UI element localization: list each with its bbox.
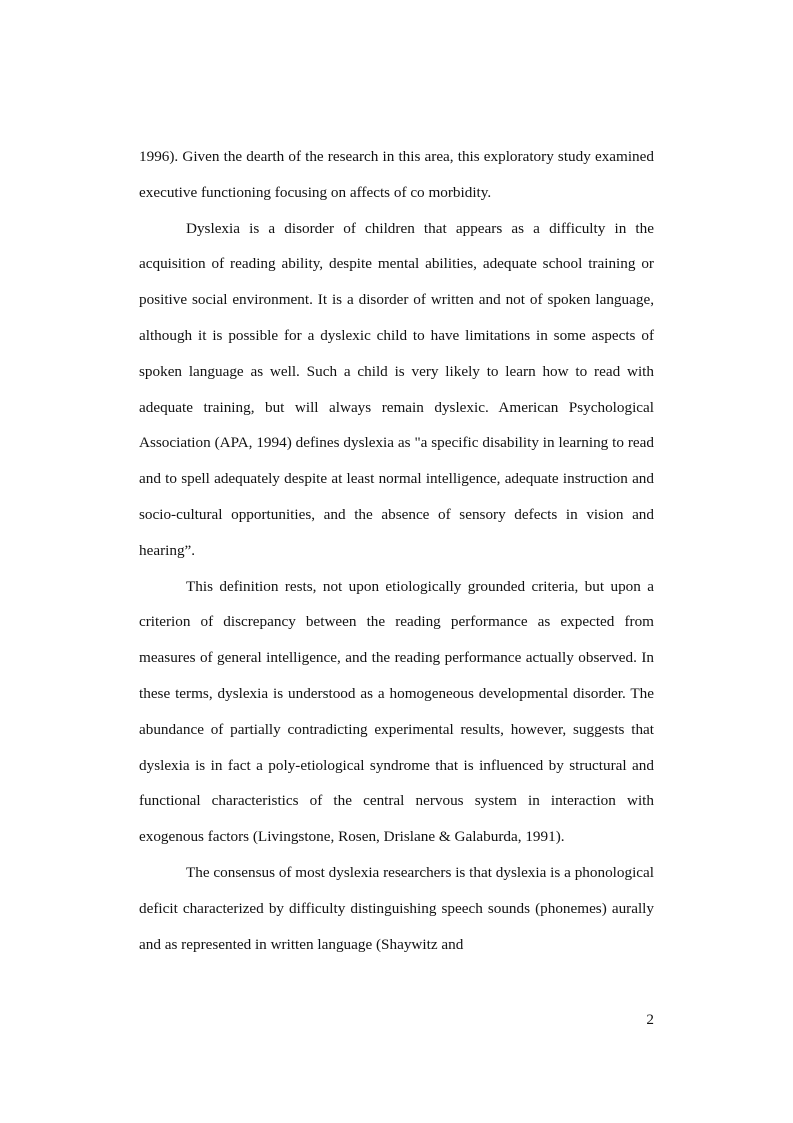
paragraph-discrepancy-criterion: This definition rests, not upon etiologically grounded criteria, but upon a criterion of discrepancy between the reading performance as expected from measures of general intelligence, and the reading performance actually observed. In these terms, dyslexia is understood as a homogeneous developmental disorder. The abundance of partially contradicting experimental results, however, suggests that dyslexia is in fact a poly-etiological syndrome that is influenced by structural and functional characteristics of the central nervous system in interaction with exogenous factors (Livingstone, Rosen, Drislane & Galaburda, 1991). xyxy=(139,577,654,846)
paragraph-continued: 1996). Given the dearth of the research in this area, this exploratory study examined executive functioning focusing on affects of co morbidity. xyxy=(139,148,654,201)
paragraph-phonological-consensus: The consensus of most dyslexia researchers is that dyslexia is a phonological deficit characterized by difficulty distinguishing speech sounds (phonemes) aurally and as represented in written language (Shaywitz and xyxy=(139,863,654,953)
body-text xyxy=(139,139,654,962)
page-number: 2 xyxy=(646,1011,654,1028)
paragraph-dyslexia-definition: Dyslexia is a disorder of children that appears as a difficulty in the acquisition of reading ability, despite mental abilities, adequate school training or positive social environment. It is a disorder of written and not of spoken language, although it is possible for a dyslexic child to have limitations in some aspects of spoken language as well. Such a child is very likely to learn how to read with adequate training, but will always remain dyslexic. American Psychological Association (APA, 1994) defines dyslexia as "a specific disability in learning to read and to spell adequately despite at least normal intelligence, adequate instruction and socio-cultural opportunities, and the absence of sensory defects in vision and hearing”. xyxy=(139,219,654,559)
